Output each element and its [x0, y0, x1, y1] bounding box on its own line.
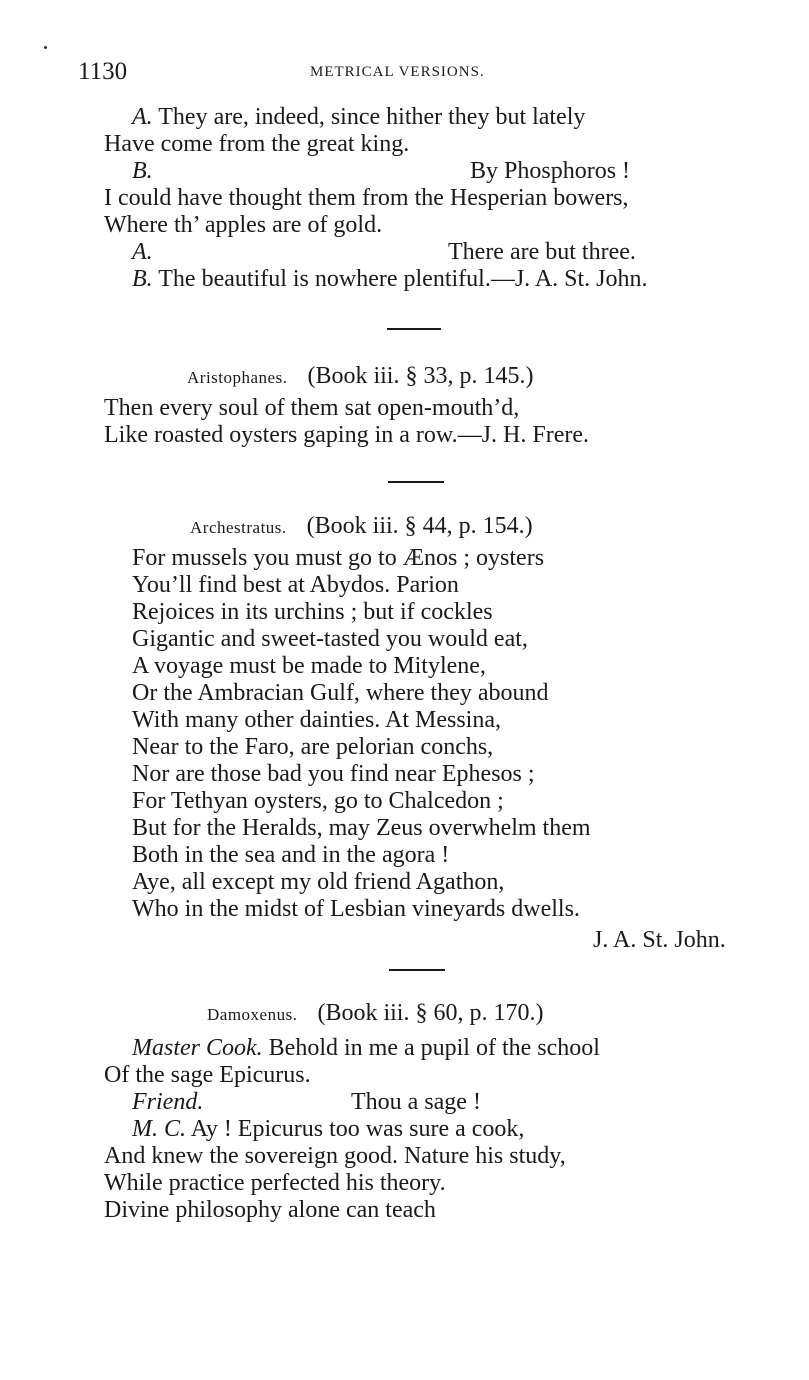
heading-reference: (Book iii. § 33, p. 145.) — [307, 363, 534, 389]
heading-author: Aristophanes. — [187, 368, 288, 387]
verse-line: Where th’ apples are of gold. — [104, 212, 383, 238]
verse-line: Who in the midst of Lesbian vineyards dwells. — [132, 896, 580, 922]
section-heading — [190, 513, 533, 541]
verse-line: Near to the Faro, are pelorian conchs, — [132, 734, 494, 760]
verse-line-continued: There are but three. — [448, 239, 636, 265]
verse-line: Of the sage Epicurus. — [104, 1062, 311, 1088]
section-divider — [389, 969, 445, 971]
verse-line: I could have thought them from the Hesperian bowers, — [104, 185, 629, 211]
page-number: 1130 — [78, 58, 128, 85]
verse-line: And knew the sovereign good. Nature his study, — [104, 1143, 566, 1169]
verse-line — [132, 1089, 203, 1116]
verse-line: Both in the sea and in the agora ! — [132, 842, 450, 868]
verse-line: For Tethyan oysters, go to Chalcedon ; — [132, 788, 504, 814]
verse-line: Rejoices in its urchins ; but if cockles — [132, 599, 493, 625]
verse-line: With many other dainties. At Messina, — [132, 707, 501, 733]
verse-line-continued: By Phosphoros ! — [470, 158, 631, 184]
section-divider — [388, 481, 444, 483]
verse-line: Or the Ambracian Gulf, where they abound — [132, 680, 549, 706]
verse-line: Nor are those bad you find near Ephesos ; — [132, 761, 535, 787]
verse-text: The beautiful is nowhere plentiful.—J. A. St. John. — [158, 266, 648, 292]
heading-reference: (Book iii. § 44, p. 154.) — [306, 513, 533, 539]
speaker-label: B. — [132, 266, 153, 292]
attribution: J. A. St. John. — [593, 927, 726, 953]
verse-line — [132, 104, 585, 131]
section-heading — [207, 1000, 543, 1028]
section-heading — [187, 363, 533, 391]
speaker-label: Master Cook. — [132, 1035, 263, 1061]
heading-author: Archestratus. — [190, 518, 287, 537]
verse-line — [132, 266, 648, 293]
speaker-label: M. C. — [132, 1116, 186, 1142]
heading-author: Damoxenus. — [207, 1005, 298, 1024]
page-header — [78, 58, 759, 88]
heading-reference: (Book iii. § 60, p. 170.) — [317, 1000, 544, 1026]
verse-line: A voyage must be made to Mitylene, — [132, 653, 486, 679]
speaker-label: B. — [132, 158, 153, 184]
verse-line — [132, 1035, 600, 1062]
speaker-label: A. — [132, 239, 153, 265]
verse-line — [132, 239, 153, 266]
verse-line — [132, 158, 153, 185]
verse-line: While practice perfected his theory. — [104, 1170, 446, 1196]
verse-text: They are, indeed, since hither they but lately — [158, 104, 586, 130]
verse-line: Then every soul of them sat open-mouth’d, — [104, 395, 520, 421]
running-head: METRICAL VERSIONS. — [310, 64, 485, 80]
verse-line: But for the Heralds, may Zeus overwhelm them — [132, 815, 591, 841]
verse-line-continued: Thou a sage ! — [351, 1089, 481, 1115]
section-divider — [387, 328, 441, 330]
verse-line: Divine philosophy alone can teach — [104, 1197, 436, 1223]
verse-text: Behold in me a pupil of the school — [268, 1035, 600, 1061]
speaker-label: Friend. — [132, 1089, 204, 1115]
verse-line: Like roasted oysters gaping in a row.—J. H. Frere. — [104, 422, 589, 448]
verse-text: Ay ! Epicurus too was sure a cook, — [190, 1116, 525, 1142]
verse-line: Aye, all except my old friend Agathon, — [132, 869, 505, 895]
verse-line: For mussels you must go to Ænos ; oysters — [132, 545, 545, 571]
speaker-label: A. — [132, 104, 153, 130]
print-speck — [44, 46, 47, 49]
verse-line — [132, 1116, 524, 1143]
verse-line: You’ll find best at Abydos. Parion — [132, 572, 459, 598]
verse-line: Have come from the great king. — [104, 131, 410, 157]
verse-line: Gigantic and sweet-tasted you would eat, — [132, 626, 528, 652]
